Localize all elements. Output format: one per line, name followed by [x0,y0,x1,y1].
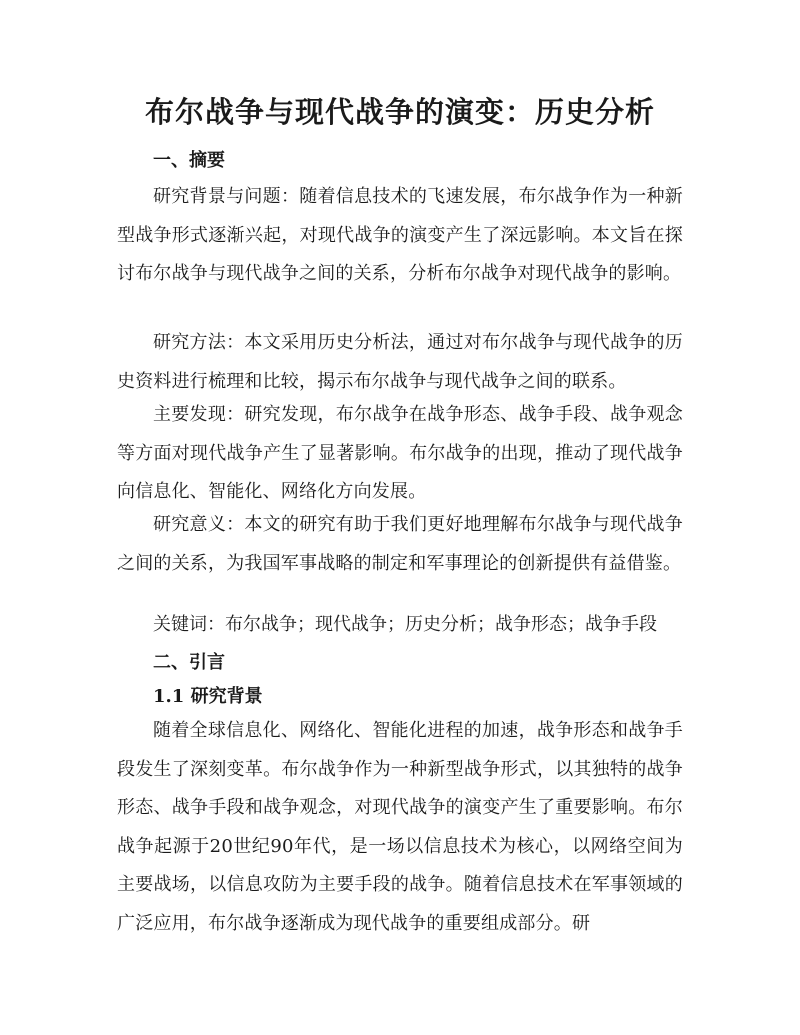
section-heading-abstract: 一、摘要 [153,150,225,171]
abstract-paragraph-background: 研究背景与问题：随着信息技术的飞速发展，布尔战争作为一种新型战争形式逐渐兴起，对现代战争的演变产生了深远影响。本文旨在探讨布尔战争与现代战争之间的关系，分析布尔战争对现代战争的影响。 [117,186,683,284]
abstract-paragraph-findings: 主要发现：研究发现，布尔战争在战争形态、战争手段、战争观念等方面对现代战争产生了显著影响。布尔战争的出现，推动了现代战争向信息化、智能化、网络化方向发展。 [117,404,683,502]
subsection-heading-background: 1.1 研究背景 [153,686,263,707]
abstract-paragraph-significance: 研究意义：本文的研究有助于我们更好地理解布尔战争与现代战争之间的关系，为我国军事战略的制定和军事理论的创新提供有益借鉴。 [117,514,683,574]
document-title: 布尔战争与现代战争的演变：历史分析 [144,95,655,129]
keywords-line: 关键词：布尔战争；现代战争；历史分析；战争形态；战争手段 [153,614,657,635]
abstract-paragraph-method: 研究方法：本文采用历史分析法，通过对布尔战争与现代战争的历史资料进行梳理和比较，揭示布尔战争与现代战争之间的联系。 [117,332,683,392]
section-heading-introduction: 二、引言 [153,652,225,673]
introduction-paragraph: 随着全球信息化、网络化、智能化进程的加速，战争形态和战争手段发生了深刻变革。布尔战争作为一种新型战争形式，以其独特的战争形态、战争手段和战争观念，对现代战争的演变产生了重要影响。布尔战争起源于20世纪90年代，是一场以信息技术为核心，以网络空间为主要战场，以信息攻防为主要手段的战争。随着信息技术在军事领域的广泛应用，布尔战争逐渐成为现代战争的重要组成部分。研 [117,720,683,934]
